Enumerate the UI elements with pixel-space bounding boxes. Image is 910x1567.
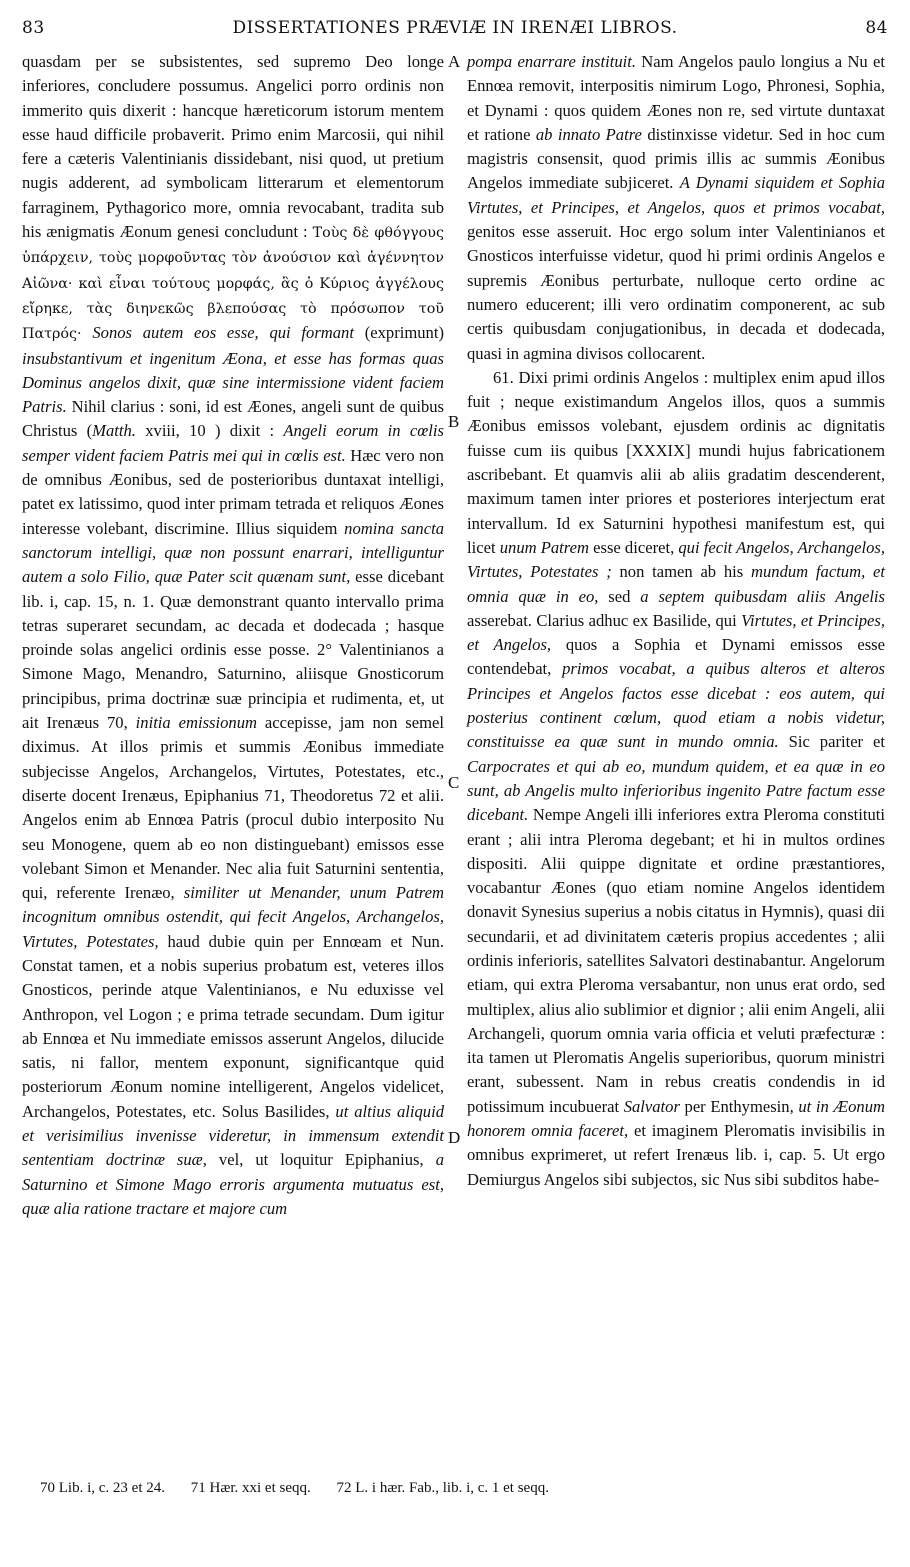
right-paragraph-1: pompa enarrare instituit. Nam Angelos paulo longius a Nu et Ennœa removit, interpositis nimirum Logo, Phronesi, Sophia, et Dynami : quos quidem Æones non re, sed virtute duntaxat et ratione ab innato Patre distinxisse videtur. Sed in hoc cum magistris consensit, quod primis illis ac summis Æonibus Angelos immediate subjiceret. A Dynami siquidem et Sophia Virtutes, et Principes, et Angelos, quos et primos vocabat, genitos esse asseruit. Hoc ergo solum inter Valentinianos et Gnosticos interfuisse videtur, quod hi primi ordinis Angelos e supremis Æonibus perturbate, nulloque certo ordine ac numero educerent; illi vero ordinatim componerent, ac sub certis quibusdam conjugationibus, in decada et dodecada, quasi in agmina divisos collocarent.: [467, 52, 885, 363]
left-column: [22, 50, 444, 1221]
page-number-left: 83: [22, 18, 45, 38]
running-header: [22, 8, 888, 42]
left-paragraph: quasdam per se subsistentes, sed supremo Deo longe inferiores, concludere possumus. Angelici porro ordinis non immerito quis dixerit : hancque hæreticorum istorum mentem esse haud difficile probaverit. Primo enim Marcosii, qui nihil fere a cæteris Valentinianis dissidebant, nisi quod, ut pretium nugis adderent, ad symbolicam litterarum et elementorum farraginem, Pythagorico more, omnia revocabant, tradita sub his ænigmatis Æonum genesi concludunt : Τοὺς δὲ φθόγγους ὑπάρχειν, τοὺς μορφοῦντας τὸν ἀνούσιον καὶ ἀγέννητον Αἰῶνα· καὶ εἶναι τούτους μορφάς, ἃς ὁ Κύριος ἀγγέλους εἴρηκε, τὰς διηνεκῶς βλεπούσας τὸ πρόσωπον τοῦ Πατρός· Sonos autem eos esse, qui formant (exprimunt) insubstantivum et ingenitum Æona, et esse has formas quas Dominus angelos dixit, quæ sine intermissione vident faciem Patris. Nihil clarius : soni, id est Æones, angeli sunt de quibus Christus (Matth. xviii, 10 ) dixit : Angeli eorum in cœlis semper vident faciem Patris mei qui in cœlis est. Hæc vero non de omnibus Æonibus, sed de posterioribus duntaxat intelligi, patet ex latissimo, quod inter primam tetrada et reliquos Æones interesse volebant, discrimine. Illius siquidem nomina sancta sanctorum intelligi, quæ non possunt enarrari, intelliguntur autem a solo Filio, quæ Pater scit quænam sunt, esse dicebant lib. i, cap. 15, n. 1. Quæ demonstrant quanto intervallo prima tetras superaret secundam, ac decada et dodecada ; hasque proinde solas angelici ordinis esse posse. 2° Valentinianos a Simone Mago, Menandro, Saturnino, aliisque Gnosticorum principibus, prima doctrinæ suæ principia et rudimenta, et, ut ait Irenæus 70, initia emissionum accepisse, jam non semel diximus. At illos primis et summis Æonibus immediate subjecisse Angelos, Archangelos, Virtutes, Potestates, etc., diserte docent Irenæus, Epiphanius 71, Theodoretus 72 et alii. Angelos enim ab Ennœa Patris (procul dubio interposito Nu seu Monogene, quem ab eo non distinguebant) emissos esse volebant Simon et Menander. Nec alia fuit Saturnini sententia, qui, referente Irenæo, similiter ut Menander, unum Patrem incognitum omnibus ostendit, qui fecit Angelos, Archangelos, Virtutes, Potestates, haud dubie quin per Ennœam et Nun. Constat tamen, et a nobis superius probatum est, veteres illos Gnosticos, perinde atque Valentinianos, e Nu eduxisse vel Anthropon, vel Logon ; e prima tetrade secundam. Dum igitur ab Ennœa et Nu immediate emissos asserunt Angelos, dilucide satis, ni fallor, mentem exponunt, significantque quid posteriorum Æonum nomine intelligerent, Angelos videlicet, Archangelos, Potestates, etc. Solus Basilides, ut altius aliquid et verisimilius invenisse videretur, in immensum extendit sententiam doctrinæ suæ, vel, ut loquitur Epiphanius, a Saturnino et Simone Mago erroris argumenta mutuatus est, quæ alia ratione tractare et majore cum: [22, 52, 445, 1218]
footnote-71: 71 Hær. xxi et seqq.: [190, 1480, 311, 1496]
margin-mark-c: C: [448, 773, 460, 792]
margin-mark-d: D: [448, 1128, 461, 1147]
greek-quotation: Τοὺς δὲ φθόγγους ὑπάρχειν, τοὺς μορφοῦντας τὸν ἀνούσιον καὶ ἀγέννητον Αἰῶνα· καὶ εἶναι τούτους μορφάς, ἃς ὁ Κύριος ἀγγέλους εἴρηκε, τὰς διηνεκῶς βλεπούσας τὸ πρόσωπον τοῦ Πατρός·: [22, 225, 444, 343]
page-number-right: 84: [865, 18, 888, 38]
footnote-72: 72 L. i hær. Fab., lib. i, c. 1 et seqq.: [336, 1480, 549, 1496]
margin-mark-b: B: [448, 412, 460, 431]
margin-mark-a: A: [448, 52, 461, 71]
footnotes: [40, 1480, 890, 1497]
running-title: DISSERTATIONES PRÆVIÆ IN IRENÆI LIBROS.: [232, 18, 678, 38]
right-column: [467, 50, 885, 1192]
footnote-70: 70 Lib. i, c. 23 et 24.: [40, 1480, 165, 1496]
right-paragraph-2: 61. Dixi primi ordinis Angelos : multiplex enim apud illos fuit ; neque existimandum Angelos illos, quos a summis Æonibus emissos volebant, ejusdem ordinis ac dignitatis fuisse cum iis quibus [XXXIX] mundi hujus fabricationem ascribebant. Et quamvis alii ab aliis gradatim descenderent, maximum tamen inter priores et posteriores interjectum erat intervallum. Id ex Saturnini hypothesi manifestum est, qui licet unum Patrem esse diceret, qui fecit Angelos, Archangelos, Virtutes, Potestates ; non tamen ab his mundum factum, et omnia quæ in eo, sed a septem quibusdam aliis Angelis asserebat. Clarius adhuc ex Basilide, qui Virtutes, et Principes, et Angelos, quos a Sophia et Dynami emissos esse contendebat, primos vocabat, a quibus alteros et alteros Principes et Angelos factos esse dicebat : eos autem, qui posterius continent cœlum, quod etiam a nobis videtur, constituisse ea quæ sunt in mundo omnia. Sic pariter et Carpocrates et qui ab eo, mundum quidem, et ea quæ in eo sunt, ab Angelis multo inferioribus ingenito Patre factum esse dicebant. Nempe Angeli illi inferiores extra Pleroma constituti erant ; alii intra Pleroma degebant; et hi in multos ordines dispositi. Alii quippe dignitate et ordine præstantiores, vocabantur Æones (quo etiam nomine Angelos identidem donavit Synesius superius a nobis citatus in Hymnis), quasi dii secundarii, et ad divinitatem cæteris propius accedentes ; alii ordinis inferioris, satellites Salvatori destinabantur. Angelorum etiam, qui extra Pleroma versabantur, non unus erat ordo, sed multiplex, alius alio sublimior et dignior ; alii enim Angeli, alii Archangeli, quorum omnia varia officia et veluti præfecturæ : ita tamen ut Pleromatis Angelis superioribus, quorum ministri erant, subessent. Nam in rebus creatis condendis in id potissimum incubuerat Salvator per Enthymesin, ut in Æonum honorem omnia faceret, et imaginem Pleromatis invisibilis in omnibus exprimeret, ut refert Irenæus lib. i, cap. 5. Ut ergo Demiurgus Angelos sibi subjectos, sic Nus sibi subditos habe-: [467, 367, 886, 1189]
